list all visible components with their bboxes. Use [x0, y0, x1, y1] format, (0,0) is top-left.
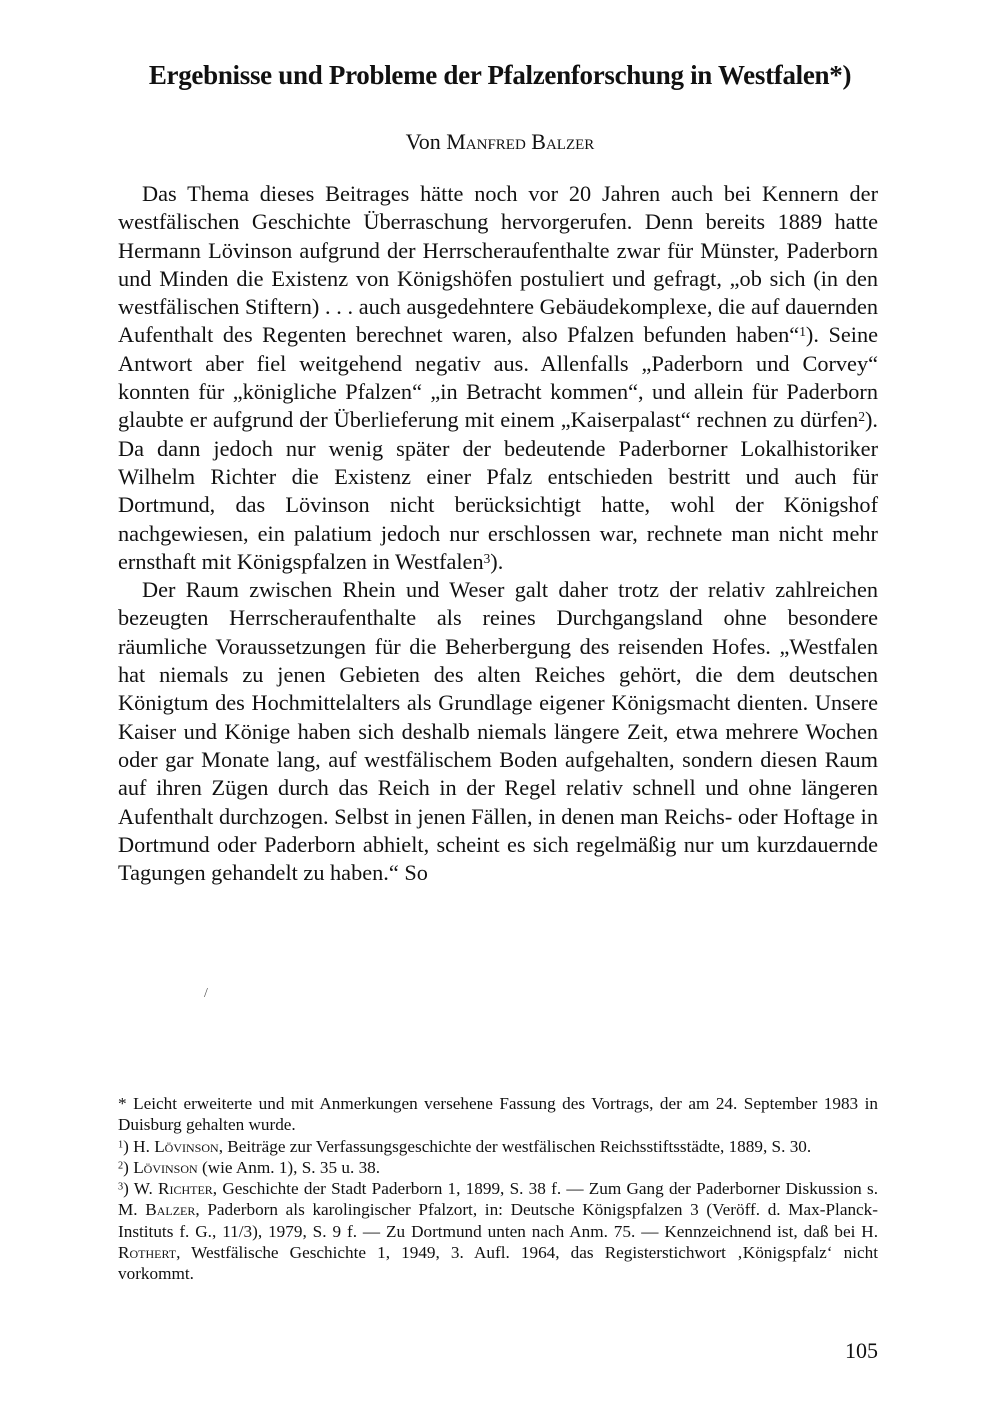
article-body	[118, 180, 878, 887]
author-prefix: Von	[405, 129, 447, 154]
footnote-ref: 2	[858, 409, 865, 425]
page-number: 105	[845, 1338, 878, 1363]
text-run: Das Thema dieses Beitrages hätte noch vor 20 Jahren auch bei Kennern der westfälischen Geschichte Überraschung hervorgerufen. Denn bereits 1889 hatte Hermann Lövinson aufgrund der Herrscheraufenthalte zwar für Münster, Paderborn und Minden die Existenz von Königshöfen postuliert und gefragt, „ob sich (in den westfälischen Stiftern) . . . auch ausgedehntere Gebäudekomplexe, die auf dauernden Aufenthalt des Regenten berechnet waren, also Pfalzen befunden haben“	[118, 181, 878, 348]
article-title: Ergebnisse und Probleme der Pfalzenforschung in Westfalen*)	[148, 60, 852, 90]
footnote	[118, 1136, 878, 1157]
footnotes-section	[118, 1093, 878, 1285]
text-run: , Beiträge zur Verfassungsgeschichte der westfälischen Reichsstiftsstädte, 1889, S. 30.	[218, 1136, 812, 1156]
stray-mark: /	[204, 986, 208, 1001]
footnote-ref: 3	[483, 550, 491, 566]
author-line	[0, 127, 1000, 157]
text-run: Der Raum zwischen Rhein und Weser galt daher trotz der relativ zahlreichen bezeugten Herrscheraufenthalte als reines Durchgangsland ohne besondere räumliche Voraussetzungen für die Beherbergung des reisenden Hofes. „Westfalen hat niemals zu jenen Gebieten des alten Reiches gehört, die dem deutschen Königtum des Hochmittelalters als Grundlage eigener Königsmacht dienten. Unsere Kaiser und Könige haben sich deshalb niemals längere Zeit, etwa mehrere Wochen oder gar Monate lang, auf westfälischem Boden aufgehalten, sondern diesen Raum auf ihren Zügen durch das Reich in der Regel relativ schnell und ohne längeren Aufenthalt durchzogen. Selbst in jenen Fällen, in denen man Reichs- oder Hoftage in Dortmund oder Paderborn abhielt, scheint es sich regelmäßig nur um kurzdauernde Tagungen gehandelt zu haben.“ So	[118, 577, 878, 886]
text-run: , Paderborn als karolingischer Pfalzort, in: Deutsche Königspfalzen 3 (Veröff. d. Max-Planck-Instituts f. G., 11/3), 1979, S. 9 f. — Zu Dortmund unten nach Anm. 75. — Kennzeichnend ist, daß bei H.	[118, 1200, 878, 1241]
author-citation-name: Balzer	[145, 1200, 196, 1220]
body-paragraph	[118, 576, 878, 887]
footnote-mark: *	[118, 1094, 134, 1113]
text-run: Leicht erweiterte und mit Anmerkungen versehene Fassung des Vortrags, der am 24. September 1983 in Duisburg gehalten wurde.	[118, 1094, 878, 1135]
author-citation-name: Richter	[158, 1179, 213, 1199]
text-run: , Westfälische Geschichte 1, 1949, 3. Aufl. 1964, das Registerstichwort ‚Königspfalz‘ nicht vorkommt.	[118, 1243, 878, 1284]
author-citation-name: Lövinson	[133, 1157, 198, 1177]
text-run: ).	[490, 548, 504, 574]
footnote-mark: 3	[118, 1181, 124, 1193]
author-name: Manfred Balzer	[446, 129, 595, 154]
text-run: ) W.	[123, 1179, 158, 1199]
author-citation-name: Lövinson	[154, 1136, 219, 1156]
footnote-mark: 1	[118, 1138, 124, 1150]
footnote-mark: 2	[118, 1160, 124, 1172]
author-citation-name: Rothert	[118, 1243, 177, 1263]
text-run: ). Seine Antwort aber fiel weitgehend negativ aus. Allenfalls „Paderborn und Corvey“ konnten für „königliche Pfalzen“ „in Betracht kommen“, und allein für Paderborn glaubte er aufgrund der Überlieferung mit einem „Kaiserpalast“ rechnen zu dürfen	[118, 322, 878, 433]
text-run: ) H.	[123, 1136, 155, 1156]
body-paragraph	[118, 180, 878, 576]
footnote-ref: 1	[799, 324, 806, 340]
text-run: (wie Anm. 1), S. 35 u. 38.	[197, 1157, 381, 1177]
text-run: , Geschichte der Stadt Paderborn 1, 1899, S. 38 f. — Zum Gang der Paderborner Diskussion s. M.	[118, 1179, 878, 1220]
text-run: ). Da dann jedoch nur wenig später der bedeutende Paderborner Lokalhistoriker Wilhelm Richter die Existenz einer Pfalz entschieden bestritt und auch für Dortmund, das Lövinson nicht berücksichtigt hatte, wohl der Königshof nachgewiesen, ein palatium jedoch nur erschlossen war, rechnete man nicht mehr ernsthaft mit Königspfalzen in Westfalen	[118, 407, 878, 574]
text-run: )	[123, 1157, 134, 1177]
footnote	[118, 1157, 878, 1178]
footnote	[118, 1178, 878, 1284]
footnote	[118, 1093, 878, 1136]
